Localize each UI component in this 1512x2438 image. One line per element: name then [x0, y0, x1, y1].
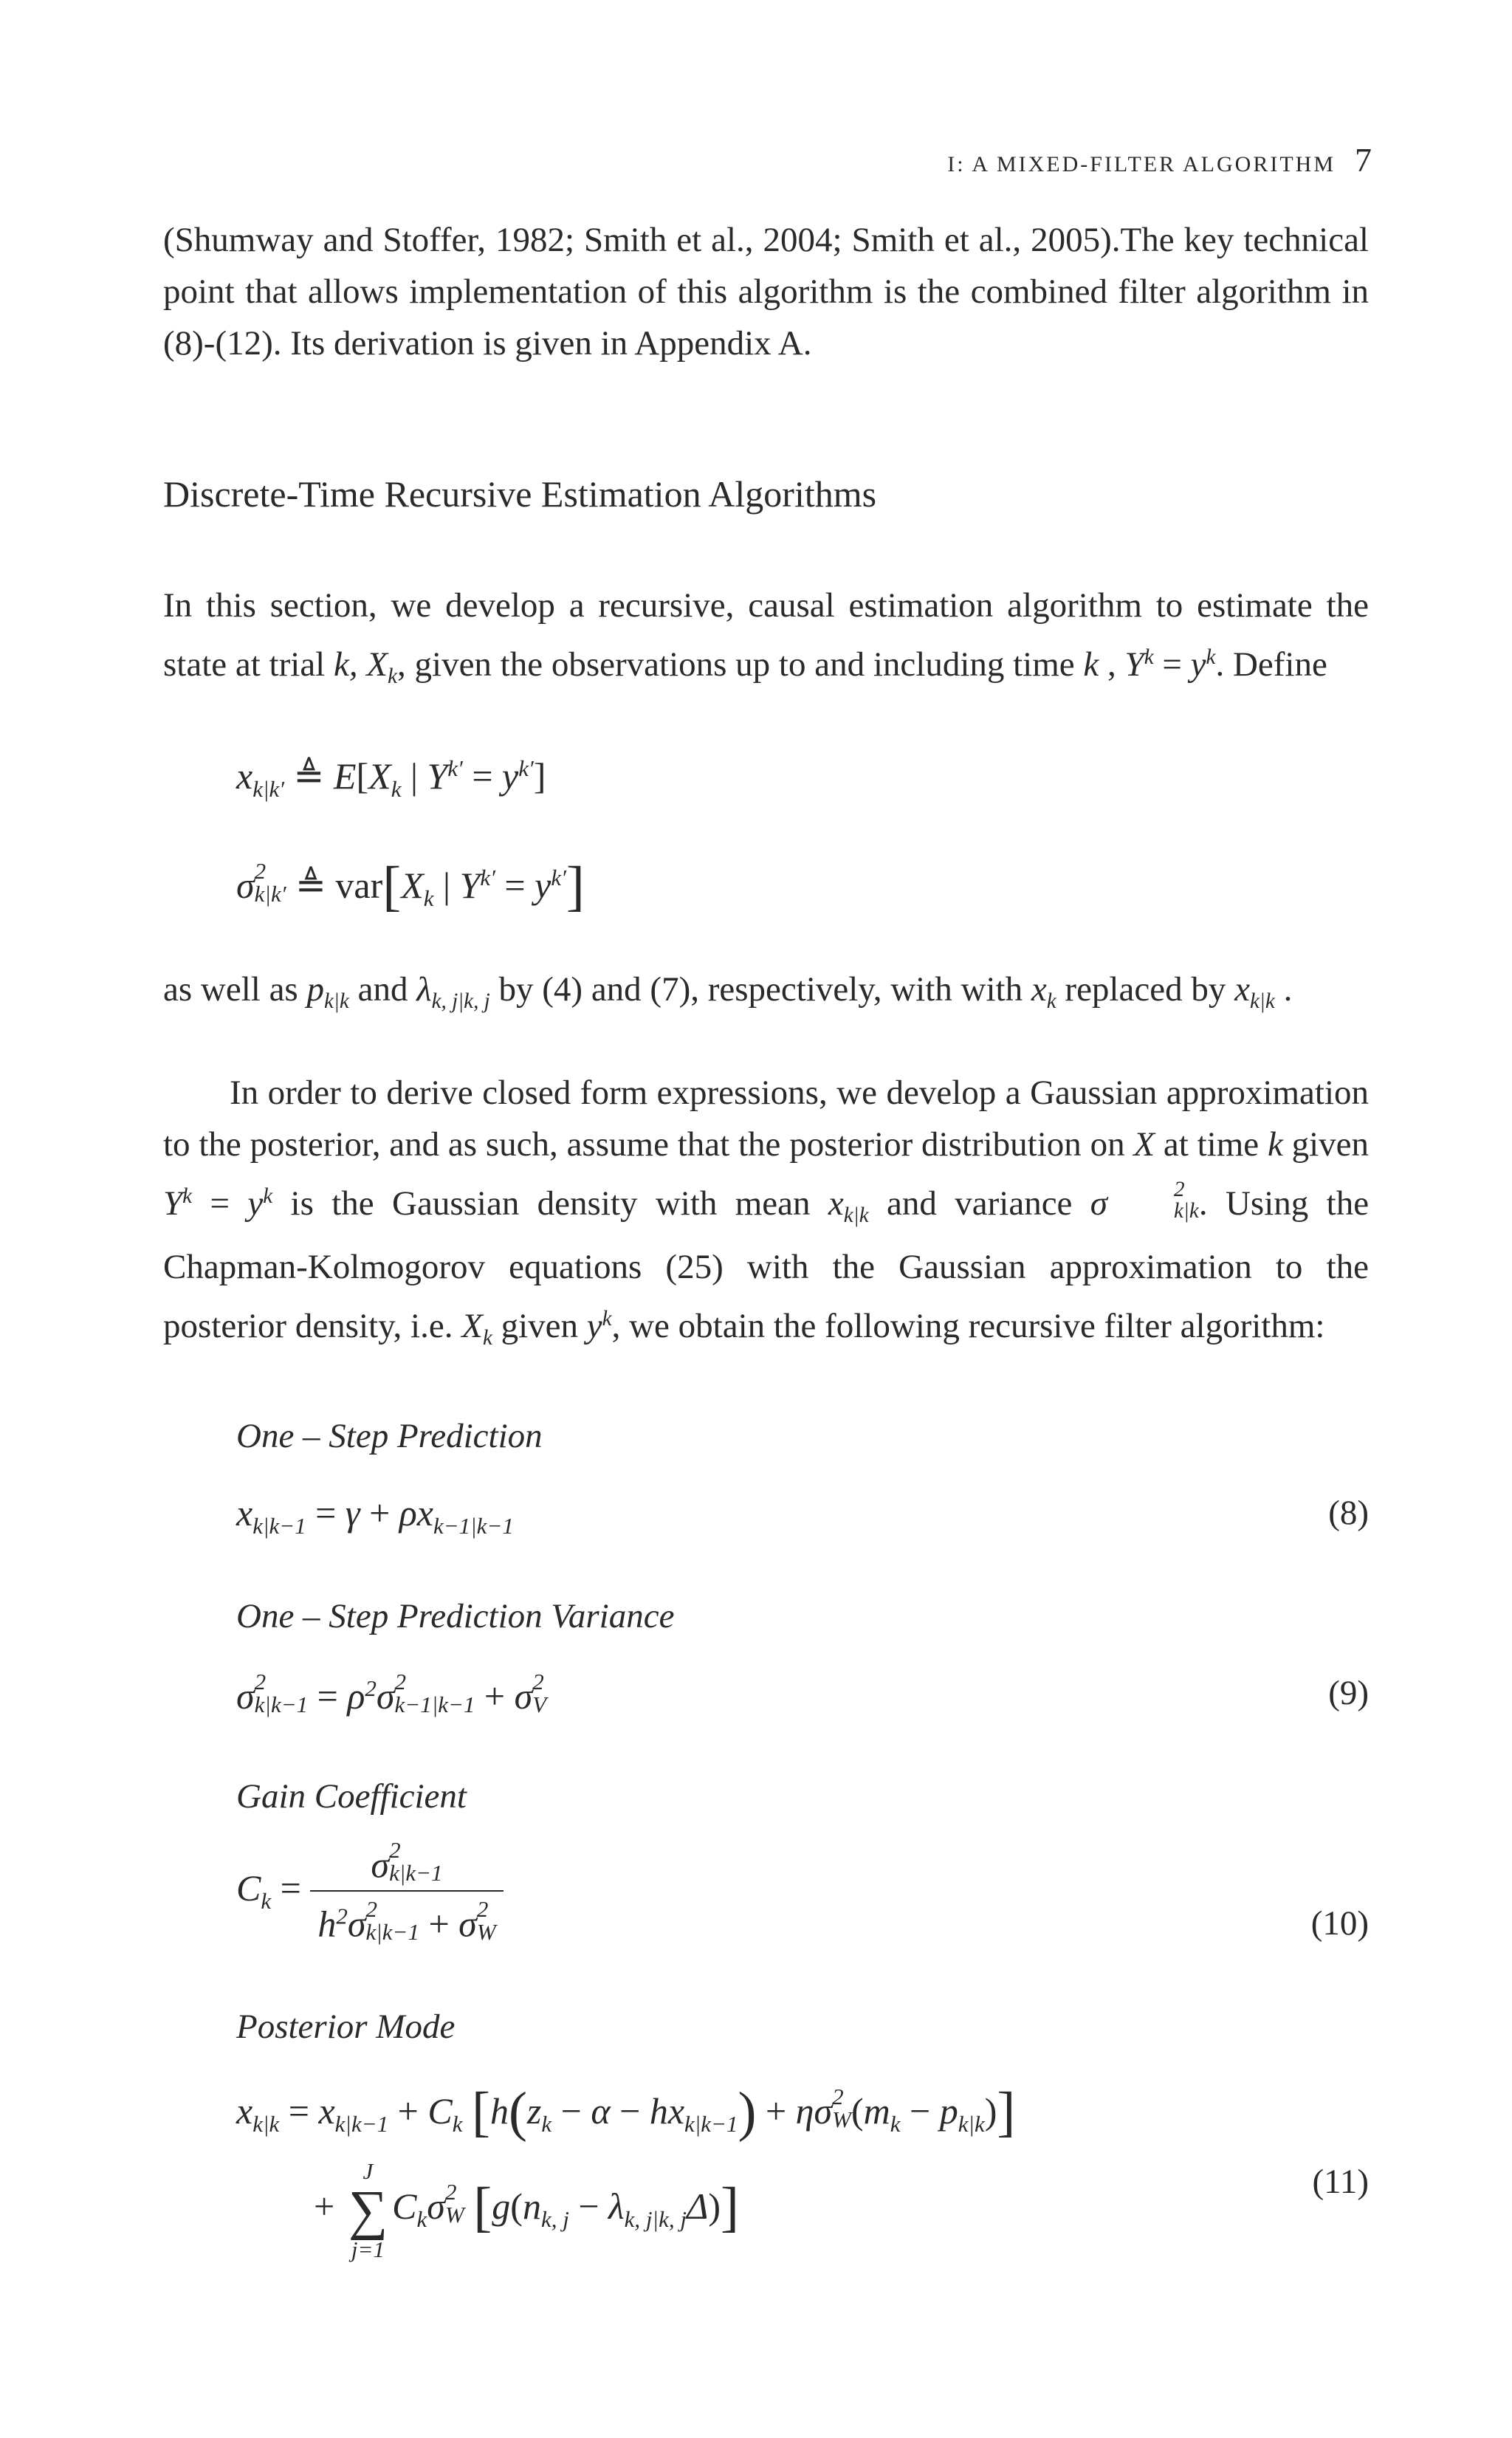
section-heading: Discrete-Time Recursive Estimation Algorithms — [163, 473, 877, 515]
equation-8: $x_{k|k-1} = \gamma + \rho x_{k-1|k-1}$ — [236, 1492, 514, 1539]
running-head — [947, 140, 1372, 179]
equation-label-one-step-prediction: One – Step Prediction — [236, 1417, 543, 1455]
equation-number-11: (11) — [1312, 2163, 1369, 2201]
definition-variance: σ 2 k|k′ ≜ $var[X_k$ | $Y^{k'} = y^{k'}$] — [236, 856, 585, 917]
paragraph-gaussian-approx: In order to derive closed form expressions, we develop a Gaussian approximation to the posterior, and as such, assume that the posterior distribution on X at time k given $Y^k = y^k$ is the Gaussian density with mean $x_{k|k}$ and variance σ 2 k|k . Using the Chapman-Kolmogorov equations (25) with the Gaussian approximation to the posterior density, i.e. $X_k$ given $y^k$, we obtain the following recursive filter algorithm: — [163, 1074, 1370, 1350]
equation-10: $C_k$ = σ 2 k|k−1 $h^2\sigma$ 2 k|k−1 + σ 2 W — [236, 1838, 504, 1946]
equation-number-9: (9) — [1328, 1674, 1369, 1712]
math-k: k, — [333, 645, 358, 684]
paragraph-as-well-as: as well as $p_{k|k}$ and $\lambda_{k, j|k, j}$ by (4) and (7), respectively, with with $x_k$ replaced by $x_{k|k}$ . — [163, 970, 1293, 1014]
equation-label-posterior-mode: Posterior Mode — [236, 2008, 456, 2046]
running-title: I: A MIXED-FILTER ALGORITHM — [947, 152, 1336, 176]
equation-label-prediction-variance: One – Step Prediction Variance — [236, 1597, 675, 1635]
paragraph-intro — [163, 214, 1369, 369]
math-k2: k — [1083, 645, 1099, 684]
equation-9: σ 2 k|k−1 = $\rho^2\sigma$ 2 k−1|k−1 + σ 2 V — [236, 1669, 547, 1717]
paragraph-section-intro: In this section, we develop a recursive, causal estimation algorithm to estimate the state at trial k, $X_k$, given the observations up to and including time k , $Y^k = y^k$. Define — [163, 586, 1369, 689]
equation-number-8: (8) — [1328, 1494, 1369, 1532]
paragraph-1: (Shumway and Stoffer, 1982; Smith et al., 2004; Smith et al., 2005).The key technical point that allows implementation of this algorithm is the combined filter algorithm in (8)-(12). Its derivation is given in Appendix A. — [163, 221, 1369, 363]
page-number: 7 — [1355, 141, 1372, 179]
equation-number-10: (10) — [1310, 1904, 1369, 1943]
definition-mean: $x_{k|k'}$ ≜ $E[X_k$ | $Y^{k'} = y^{k'}$] — [236, 755, 546, 802]
equation-11-line-2: + J ∑ j=1 $C_k\sigma$ 2 W $[g(n_{k, j} - \lambda_{k, j|k, j}\Delta)]$ — [314, 2158, 739, 2262]
equation-11-line-1: $x_{k|k} = x_{k|k-1} + C_k$ [$h(z_k - \alpha - hx_{k|k-1}) + \eta\sigma$ 2 W $(m_k - p_{k|k})$] — [236, 2081, 1016, 2143]
math-Xk: $X_k$ — [366, 645, 398, 689]
math-Yk-eq-yk: $Y^k = y^k$ — [1124, 645, 1216, 684]
equation-label-gain-coefficient: Gain Coefficient — [236, 1777, 467, 1816]
